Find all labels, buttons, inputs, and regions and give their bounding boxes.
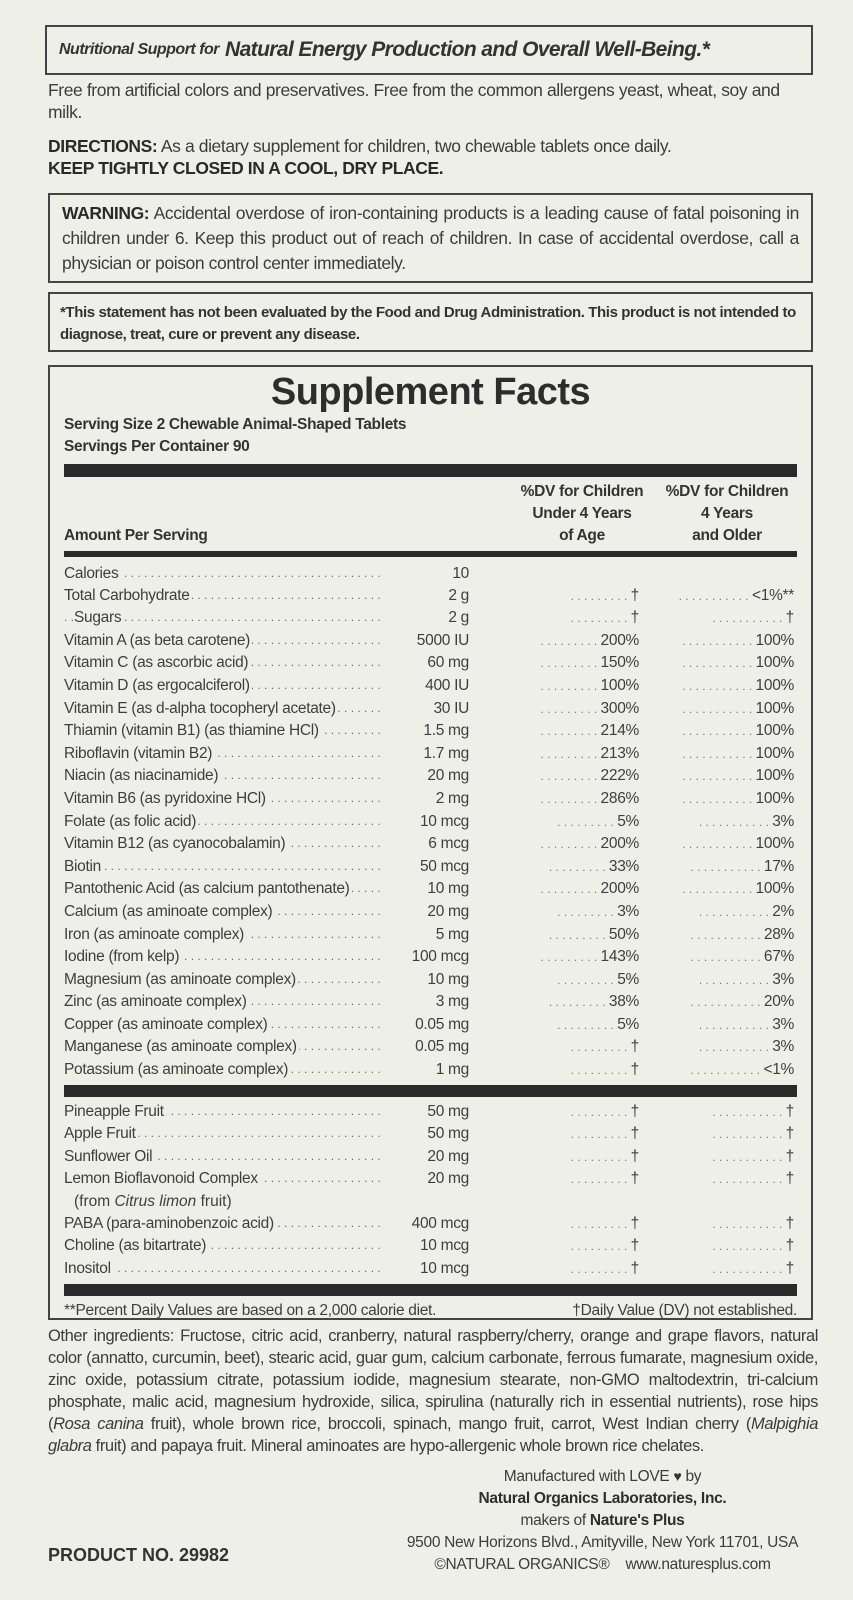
table-row [64, 901, 797, 924]
directions-text: As a dietary supplement for children, two chewable tablets once daily. [160, 136, 672, 156]
nutrient-name: Calcium (as aminoate complex) . . . [64, 901, 384, 924]
nutrient-amount: 6 mcg [428, 835, 469, 853]
product-number: PRODUCT NO. 29982 [48, 1545, 230, 1565]
nutrient-name: Choline (as bitartrate) . . . [64, 1235, 384, 1258]
tagline-prefix: Nutritional Support for [59, 41, 220, 58]
dv-4plus: . . . . . . . . . . . 20% [690, 993, 794, 1011]
table-row [64, 607, 797, 630]
dv-4plus: . . . . . . . . . . . † [712, 1214, 794, 1232]
nutrient-amount: 10 mcg [419, 1259, 469, 1277]
nutrient-amount: 10 mcg [419, 1237, 469, 1255]
nutrient-name: Calories . . . [64, 563, 384, 585]
dv-4plus: . . . . . . . . . . . 100% [682, 744, 794, 762]
dv-4plus: . . . . . . . . . . . <1%** [678, 586, 794, 604]
table-row [64, 563, 797, 585]
dv-4plus: . . . . . . . . . . . 3% [698, 812, 794, 830]
nutrient-name: Vitamin B12 (as cyanocobalamin) . . . [64, 833, 384, 856]
nutrient-amount: 400 mcg [411, 1214, 469, 1232]
footnote-dv-not-established: †Daily Value (DV) not established. [572, 1302, 797, 1320]
other-ingredient-rows [64, 1101, 797, 1281]
warning-text: Accidental overdose of iron-containing products is a leading cause of fatal poisoning in children under 6. Keep this product out of reach of children. In case of accidental overdose, call a physician or poison control center immediately. [62, 203, 799, 273]
dv-4plus: . . . . . . . . . . . <1% [690, 1061, 794, 1079]
nutrient-amount: 2 g [448, 586, 469, 604]
brand-name: Nature's Plus [589, 1512, 685, 1529]
dv-4plus: . . . . . . . . . . . † [712, 1147, 794, 1165]
nutrient-name: Lemon Bioflavonoid Complex . . . [64, 1168, 384, 1191]
table-row [64, 630, 797, 653]
nutrient-name: Vitamin C (as ascorbic acid) . . . [64, 652, 384, 675]
table-row [64, 1014, 797, 1037]
nutrient-amount: 20 mg [427, 1147, 469, 1165]
warning-label: WARNING: [62, 203, 150, 223]
facts-title: Supplement Facts [270, 371, 591, 413]
nutrient-name: Niacin (as niacinamide) . . . [64, 765, 384, 788]
table-row [64, 1101, 797, 1124]
nutrient-amount: 1 mg [435, 1061, 469, 1079]
nutrient-amount: 0.05 mg [415, 1038, 469, 1056]
dv-under4: . . . . . . . . . 200% [540, 835, 639, 853]
dv-under4: . . . . . . . . . † [570, 1147, 639, 1165]
table-row [64, 585, 797, 608]
warning-box [48, 193, 813, 283]
dv-under4: . . . . . . . . . 5% [557, 1015, 639, 1033]
serving-size: Serving Size 2 Chewable Animal-Shaped Tablets [64, 416, 407, 433]
fda-statement-box [48, 292, 813, 352]
dv-4plus: . . . . . . . . . . . 17% [690, 857, 794, 875]
nutrient-name: Iron (as aminoate complex) . . . [64, 924, 384, 947]
dv-under4: . . . . . . . . . † [570, 1237, 639, 1255]
table-row [64, 878, 797, 901]
dv-4plus: . . . . . . . . . . . 100% [682, 631, 794, 649]
directions [48, 135, 818, 179]
nutrient-amount: 20 mg [427, 1170, 469, 1188]
nutrient-amount: 0.05 mg [415, 1015, 469, 1033]
footnote-dv-basis: **Percent Daily Values are based on a 2,000 calorie diet. [64, 1302, 437, 1320]
nutrient-amount: 20 mg [427, 767, 469, 785]
nutrient-rows [64, 563, 797, 1082]
free-from-text: Free from artificial colors and preservatives. Free from the common allergens yeast, wheat, soy and milk. [48, 80, 780, 122]
dv-under4: . . . . . . . . . 222% [540, 767, 639, 785]
thick-divider [64, 464, 797, 477]
nutrient-amount: 5 mg [435, 925, 469, 943]
nutrient-name: Copper (as aminoate complex) . . . [64, 1014, 384, 1037]
table-row [64, 811, 797, 834]
table-row [64, 675, 797, 698]
dv-under4: . . . . . . . . . 213% [540, 744, 639, 762]
table-row [64, 1059, 797, 1082]
table-row [64, 1235, 797, 1258]
nutrient-name: Vitamin B6 (as pyridoxine HCl) . . . [64, 788, 384, 811]
table-row [64, 1036, 797, 1059]
table-row [64, 652, 797, 675]
dv-4plus: . . . . . . . . . . . † [712, 1102, 794, 1120]
tagline-box [45, 25, 813, 75]
dv-under4: . . . . . . . . . † [570, 1170, 639, 1188]
dv-4plus: . . . . . . . . . . . 100% [682, 654, 794, 672]
amount-per-serving-header: Amount Per Serving [64, 527, 208, 544]
dv-4plus: . . . . . . . . . . . 3% [698, 1038, 794, 1056]
directions-label: DIRECTIONS: [48, 136, 158, 156]
dv-4plus [639, 563, 794, 585]
nutrient-name: Potassium (as aminoate complex) . . . [64, 1059, 384, 1082]
storage-text: KEEP TIGHTLY CLOSED IN A COOL, DRY PLACE. [48, 158, 444, 178]
nutrient-name: PABA (para-aminobenzoic acid) . . . [64, 1213, 384, 1236]
medium-divider [64, 551, 797, 557]
table-row [64, 856, 797, 879]
thick-divider [64, 1284, 797, 1296]
dv-4plus: . . . . . . . . . . . † [712, 1125, 794, 1143]
table-row [64, 1213, 797, 1236]
nutrient-name: Pineapple Fruit . . . [64, 1101, 384, 1124]
dv-4plus: . . . . . . . . . . . † [712, 1259, 794, 1277]
dv-under4: . . . . . . . . . 214% [540, 722, 639, 740]
dv-under4: . . . . . . . . . 3% [557, 902, 639, 920]
table-row [64, 1146, 797, 1169]
facts-footnotes [64, 1302, 797, 1320]
dv-under4 [469, 563, 639, 585]
dv-4plus: . . . . . . . . . . . † [712, 1170, 794, 1188]
dv-4plus: . . . . . . . . . . . 100% [682, 880, 794, 898]
nutrient-amount: 50 mcg [419, 857, 469, 875]
dv-4plus: . . . . . . . . . . . 100% [682, 789, 794, 807]
dv-4plus: . . . . . . . . . . . † [712, 1237, 794, 1255]
dv-4plus: . . . . . . . . . . . 3% [698, 1015, 794, 1033]
dv-4plus: . . . . . . . . . . . 100% [682, 767, 794, 785]
nutrient-amount: 50 mg [427, 1102, 469, 1120]
nutrient-name: Folate (as folic acid) . . . [64, 811, 384, 834]
table-row [64, 1123, 797, 1146]
nutrient-name: Iodine (from kelp) . . . [64, 946, 384, 969]
dv-4plus: . . . . . . . . . . . 100% [682, 676, 794, 694]
table-row [64, 946, 797, 969]
nutrient-amount: 5000 IU [416, 631, 469, 649]
dv-under4: . . . . . . . . . 38% [548, 993, 639, 1011]
nutrient-amount: 50 mg [427, 1125, 469, 1143]
dv-4plus: . . . . . . . . . . . 100% [682, 835, 794, 853]
nutrient-amount: 2 mg [435, 789, 469, 807]
trademark: ©NATURAL ORGANICS® [434, 1556, 610, 1573]
dv-under4: . . . . . . . . . 300% [540, 699, 639, 717]
tagline-main: Natural Energy Production and Overall Well-Being.* [225, 38, 710, 61]
nutrient-amount: 60 mg [427, 654, 469, 672]
nutrient-name: Inositol . . . [64, 1258, 384, 1281]
dv-under4: . . . . . . . . . † [570, 609, 639, 627]
nutrient-amount: 2 g [448, 609, 469, 627]
dv-under4: . . . . . . . . . 200% [540, 880, 639, 898]
nutrient-name: Thiamin (vitamin B1) (as thiamine HCl) . . . [64, 720, 384, 743]
manufacturer-info: Manufactured with LOVE ♥ by Natural Organics Laboratories, Inc. makers of Nature's Plus 9500 New Horizons Blvd., Amityville, New York 11701, USA ©NATURAL ORGANICS® www.naturesplus.com [385, 1465, 820, 1576]
nutrient-name: Sunflower Oil . . . [64, 1146, 384, 1169]
table-row [64, 1258, 797, 1281]
dv-4plus: . . . . . . . . . . . 67% [690, 948, 794, 966]
nutrient-amount: 10 mg [427, 880, 469, 898]
table-row [64, 698, 797, 721]
dv-under4-header: %DV for Children Under 4 Years of Age [520, 483, 644, 544]
nutrient-name: Manganese (as aminoate complex) . . . [64, 1036, 384, 1059]
servings-per-container: Servings Per Container 90 [64, 438, 250, 455]
dv-under4: . . . . . . . . . 5% [557, 970, 639, 988]
dv-under4: . . . . . . . . . † [570, 1038, 639, 1056]
nutrient-name: Apple Fruit . . . [64, 1123, 384, 1146]
table-row [64, 833, 797, 856]
table-row [64, 765, 797, 788]
nutrient-name: Vitamin D (as ergocalciferol) . . . [64, 675, 384, 698]
nutrient-name: Sugars . . . [64, 607, 384, 630]
table-row [64, 720, 797, 743]
nutrient-name: Total Carbohydrate . . . [64, 585, 384, 608]
dv-under4: . . . . . . . . . 100% [540, 676, 639, 694]
dv-under4: . . . . . . . . . † [570, 1214, 639, 1232]
nutrient-name: Vitamin A (as beta carotene) . . . [64, 630, 384, 653]
nutrient-amount: 1.5 mg [423, 722, 469, 740]
table-row [64, 788, 797, 811]
dv-under4: . . . . . . . . . 200% [540, 631, 639, 649]
table-row [64, 1168, 797, 1191]
nutrient-amount: 10 mcg [419, 812, 469, 830]
address: 9500 New Horizons Blvd., Amityville, New York 11701, USA [406, 1534, 799, 1551]
dv-under4: . . . . . . . . . † [570, 1061, 639, 1079]
nutrient-name: Pantothenic Acid (as calcium pantothenate) . . . [64, 878, 384, 901]
table-row [64, 969, 797, 992]
dv-under4: . . . . . . . . . 5% [557, 812, 639, 830]
dv-4plus: . . . . . . . . . . . 100% [682, 722, 794, 740]
dv-4plus: . . . . . . . . . . . † [712, 609, 794, 627]
nutrient-amount: 20 mg [427, 902, 469, 920]
nutrient-amount: 30 IU [433, 699, 469, 717]
dv-under4: . . . . . . . . . † [570, 1259, 639, 1277]
website: www.naturesplus.com [625, 1556, 771, 1573]
dv-under4: . . . . . . . . . 143% [540, 948, 639, 966]
company-name: Natural Organics Laboratories, Inc. [478, 1490, 727, 1507]
nutrient-name: Vitamin E (as d-alpha tocopheryl acetate) . . . [64, 698, 384, 721]
dv-4plus: . . . . . . . . . . . 28% [690, 925, 794, 943]
thick-divider [64, 1085, 797, 1097]
table-row [64, 924, 797, 947]
nutrient-name: Riboflavin (vitamin B2) . . . [64, 743, 384, 766]
dv-under4: . . . . . . . . . † [570, 1102, 639, 1120]
dv-under4: . . . . . . . . . 286% [540, 789, 639, 807]
facts-header-row [64, 481, 797, 547]
table-row [64, 991, 797, 1014]
nutrient-amount: 1.7 mg [423, 744, 469, 762]
fda-statement: *This statement has not been evaluated by the Food and Drug Administration. This product is not intended to diagnose, treat, cure or prevent any disease. [60, 304, 796, 343]
nutrient-amount: 10 mg [427, 970, 469, 988]
dv-under4: . . . . . . . . . † [570, 1125, 639, 1143]
nutrient-amount: 10 [452, 565, 469, 582]
nutrient-name: Magnesium (as aminoate complex) . . . [64, 969, 384, 992]
dv-4plus: . . . . . . . . . . . 2% [698, 902, 794, 920]
nutrient-name: Biotin . . . [64, 856, 384, 879]
nutrient-amount: 400 IU [425, 676, 469, 694]
dv-under4: . . . . . . . . . 150% [540, 654, 639, 672]
dv-4plus: . . . . . . . . . . . 100% [682, 699, 794, 717]
nutrient-name: Zinc (as aminoate complex) . . . [64, 991, 384, 1014]
nutrient-amount: 3 mg [435, 993, 469, 1011]
dv-under4: . . . . . . . . . 50% [548, 925, 639, 943]
dv-under4: . . . . . . . . . 33% [548, 857, 639, 875]
supplement-facts-panel [48, 365, 813, 1320]
heart-icon: ♥ [673, 1468, 682, 1484]
other-ingredients: Other ingredients: Fructose, citric acid, cranberry, natural raspberry/cherry, orange and grape flavors, natural color (annatto, curcumin, beet), stearic acid, guar gum, calcium carbonate, ferrous fumarate, magnesium oxide, zinc oxide, potassium citrate, potassium iodide, magnesium stearate, non-GMO maltodextrin, tri-calcium phosphate, malic acid, magnesium hydroxide, silica, spirulina (naturally rich in essential nutrients), rose hips (Rosa canina fruit), whole brown rice, broccoli, spinach, mango fruit, carrot, West Indian cherry (Malpighia glabra fruit) and papaya fruit. Mineral aminoates are hypo-allergenic whole brown rice chelates. [48, 1327, 818, 1455]
table-row [64, 743, 797, 766]
nutrient-source-note: (from Citrus limon fruit) [74, 1193, 232, 1211]
nutrient-amount: 100 mcg [411, 948, 469, 966]
dv-under4: . . . . . . . . . † [570, 586, 639, 604]
dv-4plus: . . . . . . . . . . . 3% [698, 970, 794, 988]
dv-4plus-header: %DV for Children 4 Years and Older [665, 483, 789, 544]
